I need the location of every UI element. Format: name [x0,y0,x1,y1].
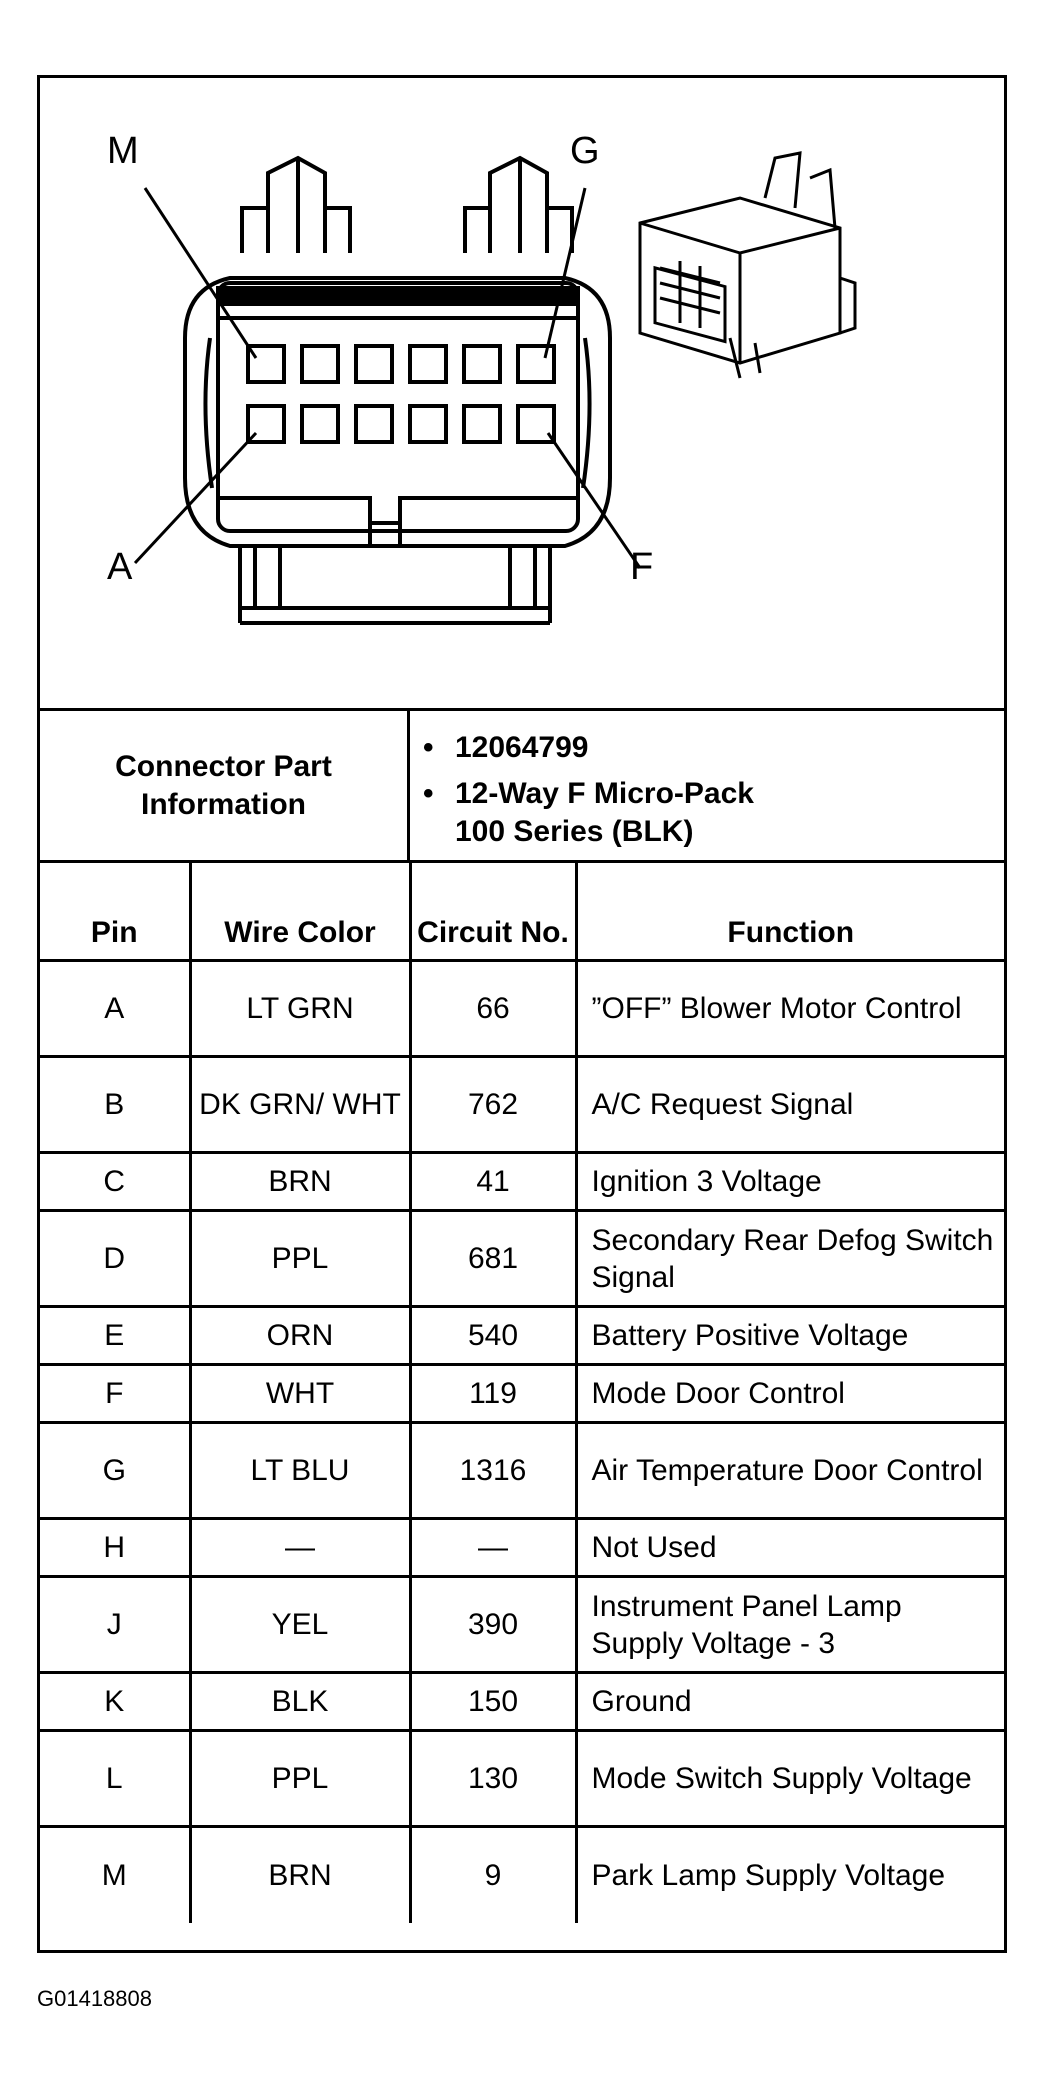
circuit-cell: 41 [410,1153,576,1211]
pin-cell: G [40,1423,190,1519]
circuit-cell: 762 [410,1057,576,1153]
circuit-cell: 119 [410,1365,576,1423]
pin-cell: C [40,1153,190,1211]
circuit-cell: 681 [410,1211,576,1307]
pin-cell: B [40,1057,190,1153]
part-number: • 12064799 [455,729,1004,767]
connector-diagram-frame [37,75,1007,1953]
connector-description: • 12-Way F Micro-Pack 100 Series (BLK) [455,775,1004,851]
table-row [40,1365,1004,1423]
pin-cell: A [40,961,190,1057]
table-header-row [40,863,1004,961]
table-row [40,1577,1004,1673]
header-wire-color: Wire Color [190,863,410,961]
table-row [40,1423,1004,1519]
pin-label-g: G [570,130,600,172]
pin-label-a: A [107,546,133,588]
wire-color-cell: DK GRN/ WHT [190,1057,410,1153]
wire-color-cell: BRN [190,1153,410,1211]
circuit-cell: 1316 [410,1423,576,1519]
function-cell: Park Lamp Supply Voltage [576,1827,1004,1923]
circuit-cell: 150 [410,1673,576,1731]
wire-color-cell: LT BLU [190,1423,410,1519]
pin-label-m: M [107,130,139,172]
table-row [40,1731,1004,1827]
connector-3d-view-icon [640,153,855,378]
pin-cell: D [40,1211,190,1307]
table-row [40,1519,1004,1577]
function-cell: Air Temperature Door Control [576,1423,1004,1519]
pin-cell: J [40,1577,190,1673]
function-cell: A/C Request Signal [576,1057,1004,1153]
pin-cell: L [40,1731,190,1827]
wire-color-cell: WHT [190,1365,410,1423]
connector-part-info-label: Connector Part Information [40,711,410,860]
pin-cell: K [40,1673,190,1731]
table-row [40,1057,1004,1153]
function-cell: Instrument Panel Lamp Supply Voltage - 3 [576,1577,1004,1673]
wire-color-cell: BLK [190,1673,410,1731]
header-function: Function [576,863,1004,961]
pin-cell: E [40,1307,190,1365]
table-row [40,1211,1004,1307]
wire-color-cell: LT GRN [190,961,410,1057]
header-pin: Pin [40,863,190,961]
circuit-cell: — [410,1519,576,1577]
function-cell: Mode Switch Supply Voltage [576,1731,1004,1827]
function-cell: Ignition 3 Voltage [576,1153,1004,1211]
function-cell: ”OFF” Blower Motor Control [576,961,1004,1057]
wire-color-cell: ORN [190,1307,410,1365]
wire-color-cell: PPL [190,1731,410,1827]
pin-cell: M [40,1827,190,1923]
table-row [40,961,1004,1057]
circuit-cell: 540 [410,1307,576,1365]
table-row [40,1673,1004,1731]
table-row [40,1153,1004,1211]
pin-label-f: F [630,546,654,588]
function-cell: Ground [576,1673,1004,1731]
pin-cell: F [40,1365,190,1423]
wire-color-cell: BRN [190,1827,410,1923]
wire-color-cell: YEL [190,1577,410,1673]
connector-part-info-list [410,711,1004,860]
function-cell: Secondary Rear Defog Switch Signal [576,1211,1004,1307]
header-circuit-no: Circuit No. [410,863,576,961]
connector-diagram-panel [40,78,1004,711]
circuit-cell: 9 [410,1827,576,1923]
figure-id: G01418808 [37,1986,152,2011]
circuit-cell: 130 [410,1731,576,1827]
table-row [40,1307,1004,1365]
circuit-cell: 390 [410,1577,576,1673]
wire-color-cell: PPL [190,1211,410,1307]
connector-face-view-icon [40,78,1004,708]
function-cell: Battery Positive Voltage [576,1307,1004,1365]
function-cell: Not Used [576,1519,1004,1577]
pinout-table [40,863,1004,1923]
table-row [40,1827,1004,1923]
function-cell: Mode Door Control [576,1365,1004,1423]
wire-color-cell: — [190,1519,410,1577]
connector-part-info [40,711,1004,863]
pin-cell: H [40,1519,190,1577]
circuit-cell: 66 [410,961,576,1057]
